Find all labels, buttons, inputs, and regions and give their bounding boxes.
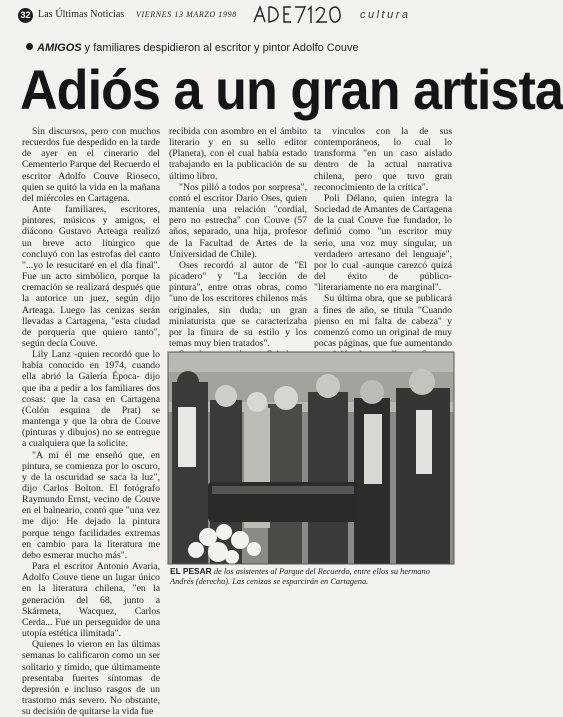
caption-lead: EL PESAR bbox=[170, 566, 212, 576]
paragraph: recibida con asombro en el ámbito literario y en su sello editor (Planeta), con el cual había estado trabajando en la publicación de su último libro. bbox=[169, 126, 307, 182]
paragraph: "Nos pilló a todos por sorpresa", contó el escritor Darío Oses, quien mantenía una relación "cordial, pero no estrecha" con Couve (57 años, separado, una hija, profesor de la Facultad de Artes de la Universidad de Chile). bbox=[169, 181, 307, 260]
caption-text: de los asistentes al Parque del Recuerdo, entre ellos su hermano Andrés (derecha). Las cenizas se esparcirán en Cartagena. bbox=[170, 567, 430, 586]
article-column-3 bbox=[314, 126, 452, 351]
paragraph: "A mí él me enseñó que, en pintura, se comienza por lo oscuro, y de la oscuridad se saca la luz", dijo Carlos Bolton. El fotógrafo Raymundo Ernst, vecino de Couve en el balneario, contó que "una vez me dijo: He dejado la pintura porque tengo facilidades extremas en cambio para la literatura me debo esmerar mucho más". bbox=[22, 449, 160, 561]
handwritten-archive-code bbox=[251, 2, 343, 28]
paragraph: Lily Lanz -quien recordó que lo había conocido en 1974, cuando ella abrió la Galería Época- dijo que iba a pedir a los familiares dos cosas: que la casa en Cartagena (Colón esquina de Prat) se mantenga y que la obra de Couve (pinturas y dibujos) no se entregue a cualquiera que la solicite. bbox=[22, 349, 160, 450]
paragraph: ta vínculos con la de sus contemporáneos, lo cual lo transforma "en un caso aislado dentro de la actual narrativa chilena, pero que tuvo gran reconocimiento de la crítica". bbox=[314, 126, 452, 193]
headline: Adiós a un gran artista bbox=[20, 58, 563, 121]
paragraph: Quienes lo vieron en las últimas semanas lo calificaron como un ser solitario y tímido, que últimamente presentaba fuertes síntomas de depresión e incluso rasgos de un trastorno más severo. No obstante, su decisión de quitarse la vida fue bbox=[22, 639, 160, 717]
paragraph: Sin discursos, pero con muchos recuerdos fue despedido en la tarde de ayer en el cinerario del Cementerio Parque del Recuerdo el escritor Adolfo Couve Rioseco, quien se quitó la vida en la mañana del miércoles en Cartagena. bbox=[22, 126, 160, 204]
publication-date: VIERNES 13 MARZO 1998 bbox=[136, 10, 237, 19]
page-header bbox=[18, 6, 458, 26]
bullet-icon bbox=[26, 43, 33, 50]
funeral-photo bbox=[168, 352, 454, 564]
section-label: cultura bbox=[360, 9, 411, 21]
photo-caption bbox=[170, 566, 455, 587]
kicker-text: y familiares despidieron al escritor y pintor Adolfo Couve bbox=[81, 42, 359, 54]
paragraph: Para el escritor Antonio Avaria, Adolfo Couve tiene un lugar único en la literatura chilena, "en la generación del 68, junto a Skármeta, Wacquez, Carlos Cerda... Fue un perseguidor de una utopía estética ilimitada". bbox=[22, 561, 160, 640]
paragraph: Ante familiares, escritores, pintores, músicos y amigos, el diácono Gustavo Arteaga realizó un breve acto litúrgico que concluyó con las estrofas del canto "...yo le resucitaré en el día final". Fue un acto simbólico, porque la cremación se realizará después que la autorice un juez, según dijo Arteaga. Luego las cenizas serán llevadas a Cartagena, "esta ciudad de porquería que quiero tanto", según decía Couve. bbox=[22, 204, 160, 349]
paragraph: Poli Délano, quien integra la Sociedad de Amantes de Cartagena de la cual Couve fue fundador, lo definió como "un escritor muy serio, una voz muy singular, un verdadero artesano del lenguaje", por lo cual -aunque carezcó quizá del éxito de público- "literariamente no era marginal". bbox=[314, 192, 452, 294]
newspaper-name: Las Últimas Noticias bbox=[38, 9, 125, 20]
article-column-1 bbox=[22, 126, 160, 717]
paragraph: Su última obra, que se publicará a fines de año, se titula "Cuando pienso en mi falta de cabeza" y comenzó como un original de muy pocas páginas, que fue aumentando bbox=[314, 293, 452, 349]
article-kicker bbox=[26, 42, 456, 54]
paragraph: Oses recordó al autor de "El picadero" y "La lección de pintura", entre otras obras, como "uno de los escritores chilenos más originales, sin duda; un gran miniaturista que se caracterizaba por la finura de su estilo y los temas muy bien tratados". bbox=[169, 259, 307, 349]
article-column-2 bbox=[169, 126, 307, 351]
page-number-badge: 32 bbox=[18, 8, 33, 23]
photo-illustration bbox=[168, 352, 454, 564]
kicker-lead: AMIGOS bbox=[37, 42, 82, 54]
